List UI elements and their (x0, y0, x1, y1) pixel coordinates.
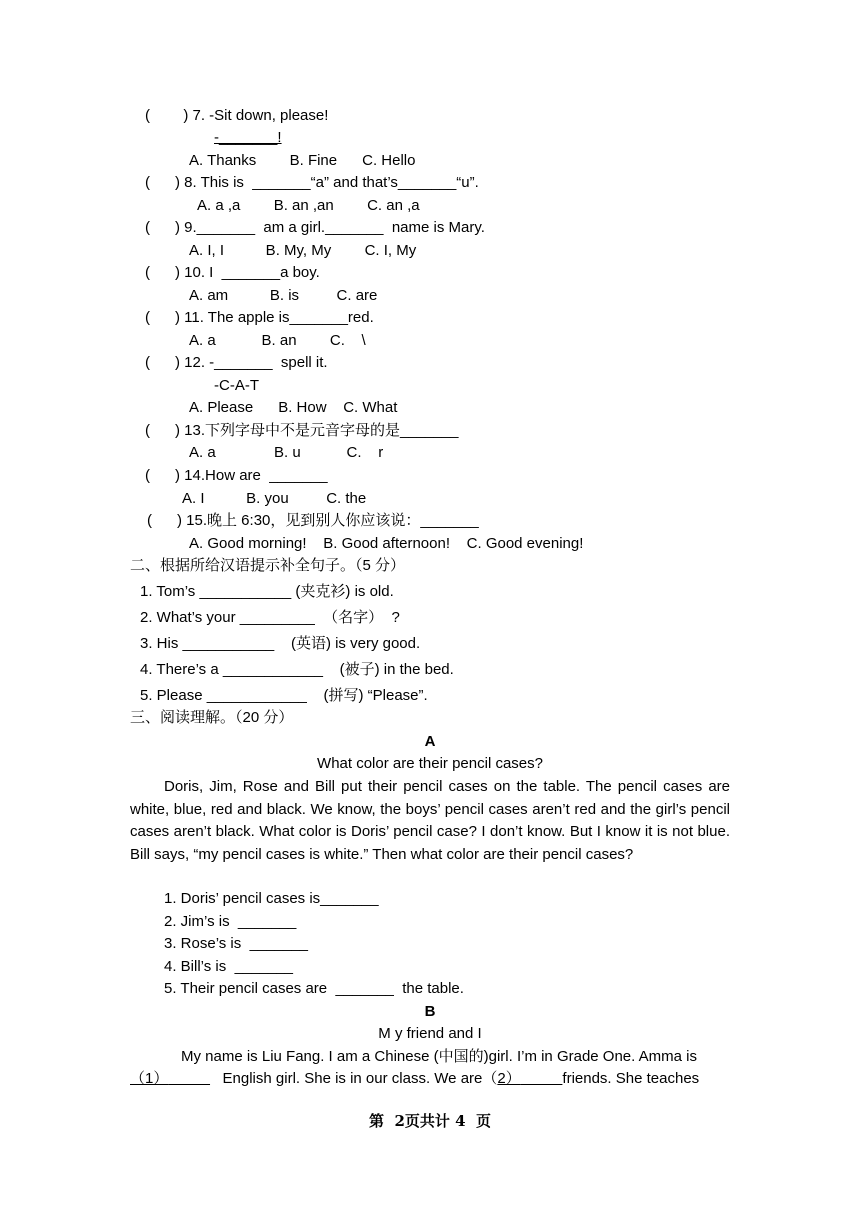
question-12-stem: ( ) 12. -_______ spell it. (145, 354, 328, 371)
passage-a-title: What color are their pencil cases? (317, 755, 543, 772)
section-2-item: 5. Please ____________ (拼写) “Please”. (140, 687, 428, 704)
question-7-options: A. Thanks B. Fine C. Hello (189, 152, 416, 169)
passage-a-question: 1. Doris’ pencil cases is_______ (164, 890, 379, 907)
question-7-stem: ( ) 7. -Sit down, please! (145, 107, 329, 124)
question-12-reply: -C-A-T (214, 377, 259, 394)
question-14-options: A. I B. you C. the (182, 490, 367, 507)
question-15-stem: ( ) 15.晚上 6:30，见到别人你应该说：_______ (147, 512, 479, 529)
page-footer: 第 2页共计 4 页 (369, 1112, 491, 1130)
passage-a-question: 2. Jim’s is _______ (164, 913, 297, 930)
passage-a-question: 3. Rose’s is _______ (164, 935, 308, 952)
question-9-options: A. I, I B. My, My C. I, My (189, 242, 417, 259)
question-13-stem: ( ) 13.下列字母中不是元音字母的是_______ (145, 422, 459, 439)
question-7-reply: -_______! (214, 129, 282, 146)
question-13-options: A. a B. u C. r (189, 444, 384, 461)
blank-2-line (521, 1070, 563, 1087)
section-2-heading: 二、根据所给汉语提示补全句子。（5 分） (130, 557, 406, 574)
blank-2: 2） (497, 1070, 521, 1087)
passage-a-body: Doris, Jim, Rose and Bill put their pencil cases on the table. The pencil cases are white, blue, red and black. We know, the boys’ pencil cases aren’t red and the girl’s pencil cases aren’t black. What color is Doris’ pencil case? I don’t know. But I know it is not blue. Bill says, “my pencil cases is white.” Then what color are their pencil cases? (130, 778, 730, 863)
section-2-item: 1. Tom’s ___________ (夹克衫) is old. (140, 583, 394, 600)
passage-a-question: 4. Bill’s is _______ (164, 958, 293, 975)
question-12-options: A. Please B. How C. What (189, 399, 398, 416)
blank-1: （1） (130, 1070, 169, 1087)
question-8-stem: ( ) 8. This is _______“a” and that’s_______“u”. (145, 174, 479, 191)
passage-b-line-2-mid: English girl. She is in our class. We are（ (210, 1070, 498, 1087)
passage-b-line-2 (130, 1068, 699, 1091)
section-2-item: 3. His ___________ (英语) is very good. (140, 635, 421, 652)
question-11-options: A. a B. an C. \ (189, 332, 366, 349)
section-2-item: 2. What’s your _________ （名字） ? (140, 609, 400, 626)
blank-1-line (168, 1070, 210, 1087)
passage-a-text (130, 776, 730, 866)
question-15-options: A. Good morning! B. Good afternoon! C. Good evening! (189, 535, 584, 552)
passage-b-line-1: My name is Liu Fang. I am a Chinese (中国的)girl. I’m in Grade One. Amma is (181, 1048, 697, 1065)
passage-b-title: M y friend and I (378, 1025, 482, 1042)
question-10-options: A. am B. is C. are (189, 287, 378, 304)
question-8-options: A. a ,a B. an ,an C. an ,a (197, 197, 420, 214)
passage-b-line-2-end: friends. She teaches (562, 1070, 700, 1087)
section-2-item: 4. There’s a ____________ (被子) in the bed. (140, 661, 454, 678)
passage-a-label: A (424, 733, 436, 750)
question-10-stem: ( ) 10. I _______a boy. (145, 264, 320, 281)
question-14-stem: ( ) 14.How are _______ (145, 467, 328, 484)
question-11-stem: ( ) 11. The apple is_______red. (145, 309, 374, 326)
passage-b-label: B (424, 1003, 436, 1020)
section-3-heading: 三、阅读理解。（20 分） (130, 709, 294, 726)
passage-a-question: 5. Their pencil cases are _______ the table. (164, 980, 464, 997)
question-9-stem: ( ) 9._______ am a girl._______ name is Mary. (145, 219, 485, 236)
